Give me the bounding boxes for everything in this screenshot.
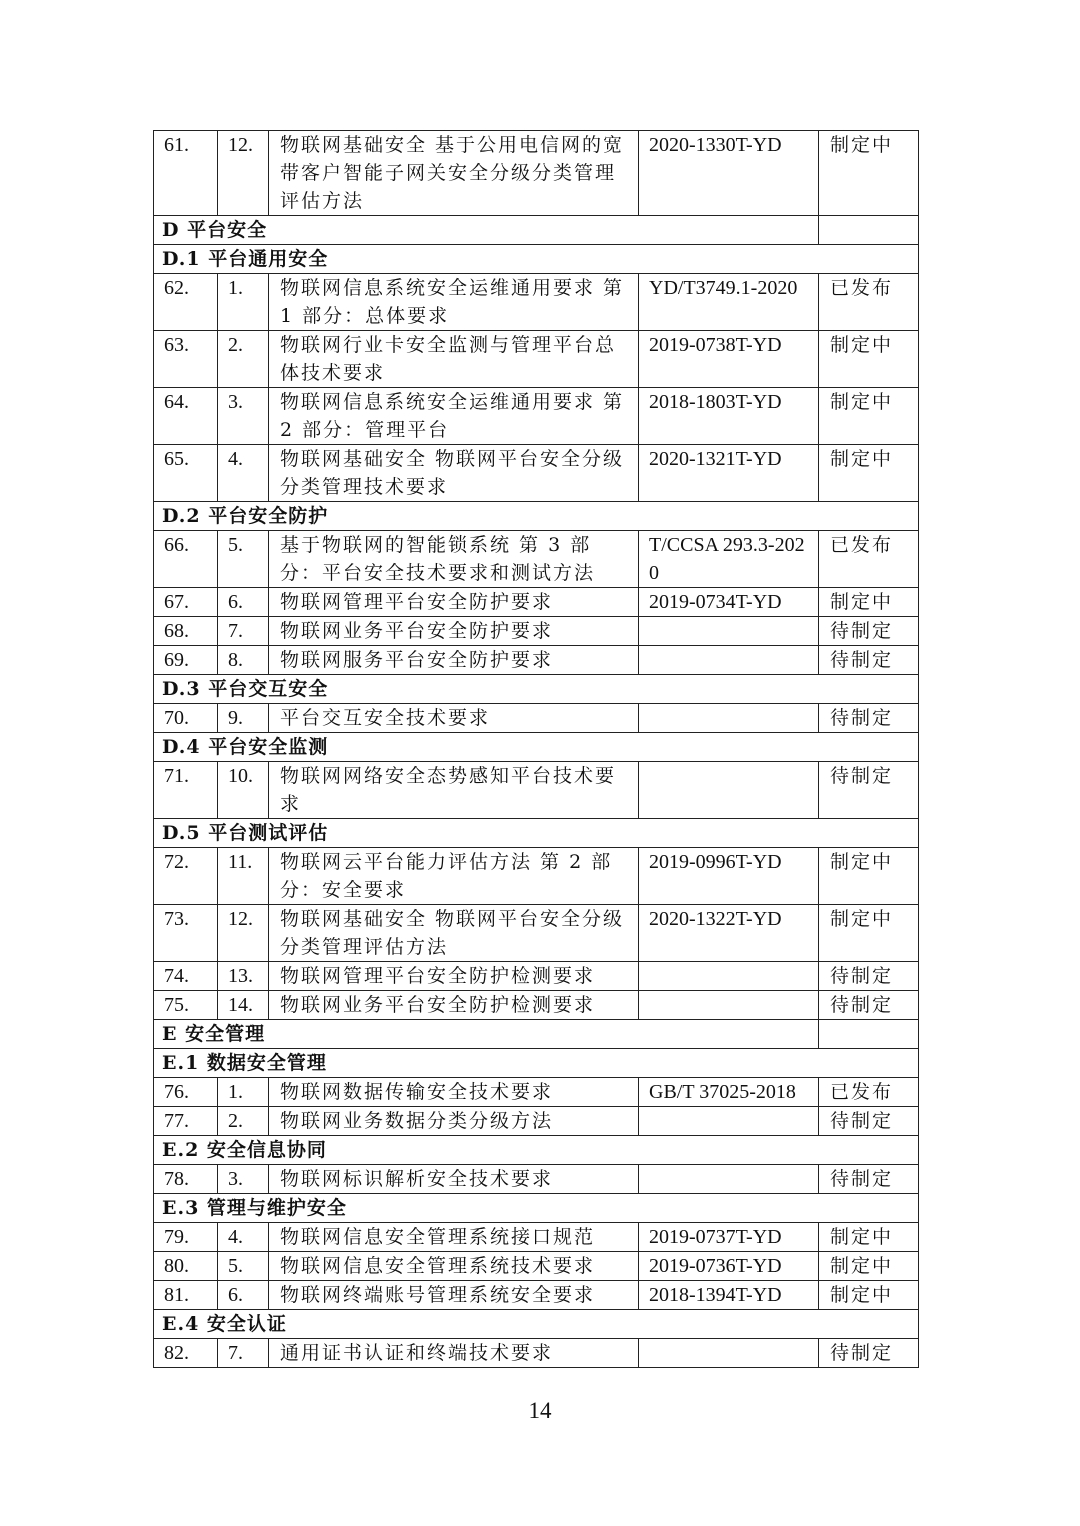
- row-number: 79.: [154, 1223, 218, 1252]
- table-row: [154, 905, 919, 962]
- table-row: [154, 1339, 919, 1368]
- standard-name: 通用证书认证和终端技术要求: [269, 1339, 639, 1368]
- status-cell: 已发布: [819, 1078, 919, 1107]
- standard-name: 物联网业务数据分类分级方法: [269, 1107, 639, 1136]
- standard-code: 2020-1322T-YD: [639, 905, 819, 962]
- section-header-row: [154, 1310, 919, 1339]
- standard-code: [639, 762, 819, 819]
- table-row: [154, 531, 919, 588]
- standard-code: [639, 991, 819, 1020]
- section-empty-cell: [819, 216, 919, 245]
- standard-code: 2019-0737T-YD: [639, 1223, 819, 1252]
- section-title: D.3 平台交互安全: [154, 675, 919, 704]
- standards-table-body: [154, 131, 919, 1368]
- section-title: D.1 平台通用安全: [154, 245, 919, 274]
- status-cell: 待制定: [819, 1339, 919, 1368]
- row-number: 71.: [154, 762, 218, 819]
- standard-code: [639, 1107, 819, 1136]
- standard-name: 物联网基础安全 物联网平台安全分级分类管理评估方法: [269, 905, 639, 962]
- sub-number: 8.: [218, 646, 269, 675]
- sub-number: 9.: [218, 704, 269, 733]
- section-empty-cell: [819, 1020, 919, 1049]
- section-header-row: [154, 1136, 919, 1165]
- row-number: 62.: [154, 274, 218, 331]
- standard-name: 物联网数据传输安全技术要求: [269, 1078, 639, 1107]
- sub-number: 1.: [218, 274, 269, 331]
- row-number: 77.: [154, 1107, 218, 1136]
- sub-number: 5.: [218, 1252, 269, 1281]
- standard-code: [639, 704, 819, 733]
- section-title: E 安全管理: [154, 1020, 819, 1049]
- row-number: 73.: [154, 905, 218, 962]
- standard-name: 物联网信息安全管理系统技术要求: [269, 1252, 639, 1281]
- section-title: E.1 数据安全管理: [154, 1049, 919, 1078]
- status-cell: 制定中: [819, 131, 919, 216]
- row-number: 66.: [154, 531, 218, 588]
- sub-number: 6.: [218, 588, 269, 617]
- section-title: D.4 平台安全监测: [154, 733, 919, 762]
- section-header-row: [154, 675, 919, 704]
- standard-code: [639, 1339, 819, 1368]
- standard-name: 平台交互安全技术要求: [269, 704, 639, 733]
- status-cell: 待制定: [819, 646, 919, 675]
- section-title: E.3 管理与维护安全: [154, 1194, 919, 1223]
- row-number: 72.: [154, 848, 218, 905]
- section-title: E.4 安全认证: [154, 1310, 919, 1339]
- standard-code: 2020-1321T-YD: [639, 445, 819, 502]
- table-row: [154, 991, 919, 1020]
- standard-name: 物联网信息系统安全运维通用要求 第 1 部分：总体要求: [269, 274, 639, 331]
- sub-number: 3.: [218, 388, 269, 445]
- standard-code: T/CCSA 293.3-2020: [639, 531, 819, 588]
- sub-number: 7.: [218, 617, 269, 646]
- sub-number: 7.: [218, 1339, 269, 1368]
- standard-code: [639, 1165, 819, 1194]
- sub-number: 4.: [218, 1223, 269, 1252]
- sub-number: 10.: [218, 762, 269, 819]
- section-title: D.2 平台安全防护: [154, 502, 919, 531]
- standard-name: 物联网行业卡安全监测与管理平台总体技术要求: [269, 331, 639, 388]
- section-title: D 平台安全: [154, 216, 819, 245]
- row-number: 78.: [154, 1165, 218, 1194]
- sub-number: 14.: [218, 991, 269, 1020]
- row-number: 70.: [154, 704, 218, 733]
- standard-name: 物联网标识解析安全技术要求: [269, 1165, 639, 1194]
- status-cell: 待制定: [819, 1165, 919, 1194]
- standard-name: 基于物联网的智能锁系统 第 3 部分：平台安全技术要求和测试方法: [269, 531, 639, 588]
- sub-number: 13.: [218, 962, 269, 991]
- status-cell: 制定中: [819, 331, 919, 388]
- row-number: 81.: [154, 1281, 218, 1310]
- standard-name: 物联网管理平台安全防护检测要求: [269, 962, 639, 991]
- table-row: [154, 1165, 919, 1194]
- standard-name: 物联网基础安全 物联网平台安全分级分类管理技术要求: [269, 445, 639, 502]
- table-row: [154, 388, 919, 445]
- sub-number: 12.: [218, 131, 269, 216]
- sub-number: 2.: [218, 1107, 269, 1136]
- standard-code: 2020-1330T-YD: [639, 131, 819, 216]
- standard-name: 物联网网络安全态势感知平台技术要求: [269, 762, 639, 819]
- row-number: 68.: [154, 617, 218, 646]
- section-header-row: [154, 245, 919, 274]
- row-number: 74.: [154, 962, 218, 991]
- standards-table: [153, 130, 919, 1368]
- sub-number: 11.: [218, 848, 269, 905]
- sub-number: 6.: [218, 1281, 269, 1310]
- status-cell: 待制定: [819, 762, 919, 819]
- row-number: 67.: [154, 588, 218, 617]
- status-cell: 制定中: [819, 905, 919, 962]
- status-cell: 制定中: [819, 388, 919, 445]
- table-row: [154, 331, 919, 388]
- table-row: [154, 274, 919, 331]
- row-number: 82.: [154, 1339, 218, 1368]
- status-cell: 待制定: [819, 962, 919, 991]
- row-number: 63.: [154, 331, 218, 388]
- row-number: 76.: [154, 1078, 218, 1107]
- sub-number: 5.: [218, 531, 269, 588]
- section-header-row: [154, 1049, 919, 1078]
- standard-name: 物联网云平台能力评估方法 第 2 部分：安全要求: [269, 848, 639, 905]
- standard-code: GB/T 37025-2018: [639, 1078, 819, 1107]
- section-header-row: [154, 1194, 919, 1223]
- standard-name: 物联网服务平台安全防护要求: [269, 646, 639, 675]
- standard-code: [639, 617, 819, 646]
- sub-number: 1.: [218, 1078, 269, 1107]
- status-cell: 制定中: [819, 848, 919, 905]
- standard-code: 2018-1803T-YD: [639, 388, 819, 445]
- status-cell: 待制定: [819, 991, 919, 1020]
- status-cell: 待制定: [819, 1107, 919, 1136]
- standard-name: 物联网基础安全 基于公用电信网的宽带客户智能子网关安全分级分类管理评估方法: [269, 131, 639, 216]
- status-cell: 制定中: [819, 1223, 919, 1252]
- section-header-row: [154, 502, 919, 531]
- table-row: [154, 1281, 919, 1310]
- table-row: [154, 588, 919, 617]
- status-cell: 制定中: [819, 1281, 919, 1310]
- section-title: D.5 平台测试评估: [154, 819, 919, 848]
- standard-code: [639, 646, 819, 675]
- row-number: 61.: [154, 131, 218, 216]
- standard-name: 物联网信息系统安全运维通用要求 第 2 部分：管理平台: [269, 388, 639, 445]
- page-number: 14: [528, 1398, 552, 1423]
- table-row: [154, 1078, 919, 1107]
- row-number: 65.: [154, 445, 218, 502]
- table-row: [154, 1252, 919, 1281]
- row-number: 75.: [154, 991, 218, 1020]
- sub-number: 4.: [218, 445, 269, 502]
- sub-number: 12.: [218, 905, 269, 962]
- standard-name: 物联网信息安全管理系统接口规范: [269, 1223, 639, 1252]
- standard-name: 物联网终端账号管理系统安全要求: [269, 1281, 639, 1310]
- table-row: [154, 646, 919, 675]
- table-row: [154, 1107, 919, 1136]
- section-header-row: [154, 216, 919, 245]
- standard-code: 2019-0736T-YD: [639, 1252, 819, 1281]
- table-row: [154, 704, 919, 733]
- standard-code: 2019-0734T-YD: [639, 588, 819, 617]
- section-title: E.2 安全信息协同: [154, 1136, 919, 1165]
- status-cell: 制定中: [819, 588, 919, 617]
- standard-code: [639, 962, 819, 991]
- standard-code: 2018-1394T-YD: [639, 1281, 819, 1310]
- row-number: 64.: [154, 388, 218, 445]
- standard-code: 2019-0996T-YD: [639, 848, 819, 905]
- table-row: [154, 131, 919, 216]
- standard-name: 物联网业务平台安全防护要求: [269, 617, 639, 646]
- status-cell: 制定中: [819, 445, 919, 502]
- status-cell: 已发布: [819, 531, 919, 588]
- status-cell: 待制定: [819, 704, 919, 733]
- table-row: [154, 848, 919, 905]
- status-cell: 已发布: [819, 274, 919, 331]
- row-number: 80.: [154, 1252, 218, 1281]
- standard-name: 物联网管理平台安全防护要求: [269, 588, 639, 617]
- row-number: 69.: [154, 646, 218, 675]
- sub-number: 2.: [218, 331, 269, 388]
- section-header-row: [154, 733, 919, 762]
- section-header-row: [154, 819, 919, 848]
- standard-name: 物联网业务平台安全防护检测要求: [269, 991, 639, 1020]
- standard-code: 2019-0738T-YD: [639, 331, 819, 388]
- table-row: [154, 962, 919, 991]
- sub-number: 3.: [218, 1165, 269, 1194]
- status-cell: 制定中: [819, 1252, 919, 1281]
- table-row: [154, 617, 919, 646]
- section-header-row: [154, 1020, 919, 1049]
- table-row: [154, 1223, 919, 1252]
- standard-code: YD/T3749.1-2020: [639, 274, 819, 331]
- status-cell: 待制定: [819, 617, 919, 646]
- table-row: [154, 762, 919, 819]
- table-row: [154, 445, 919, 502]
